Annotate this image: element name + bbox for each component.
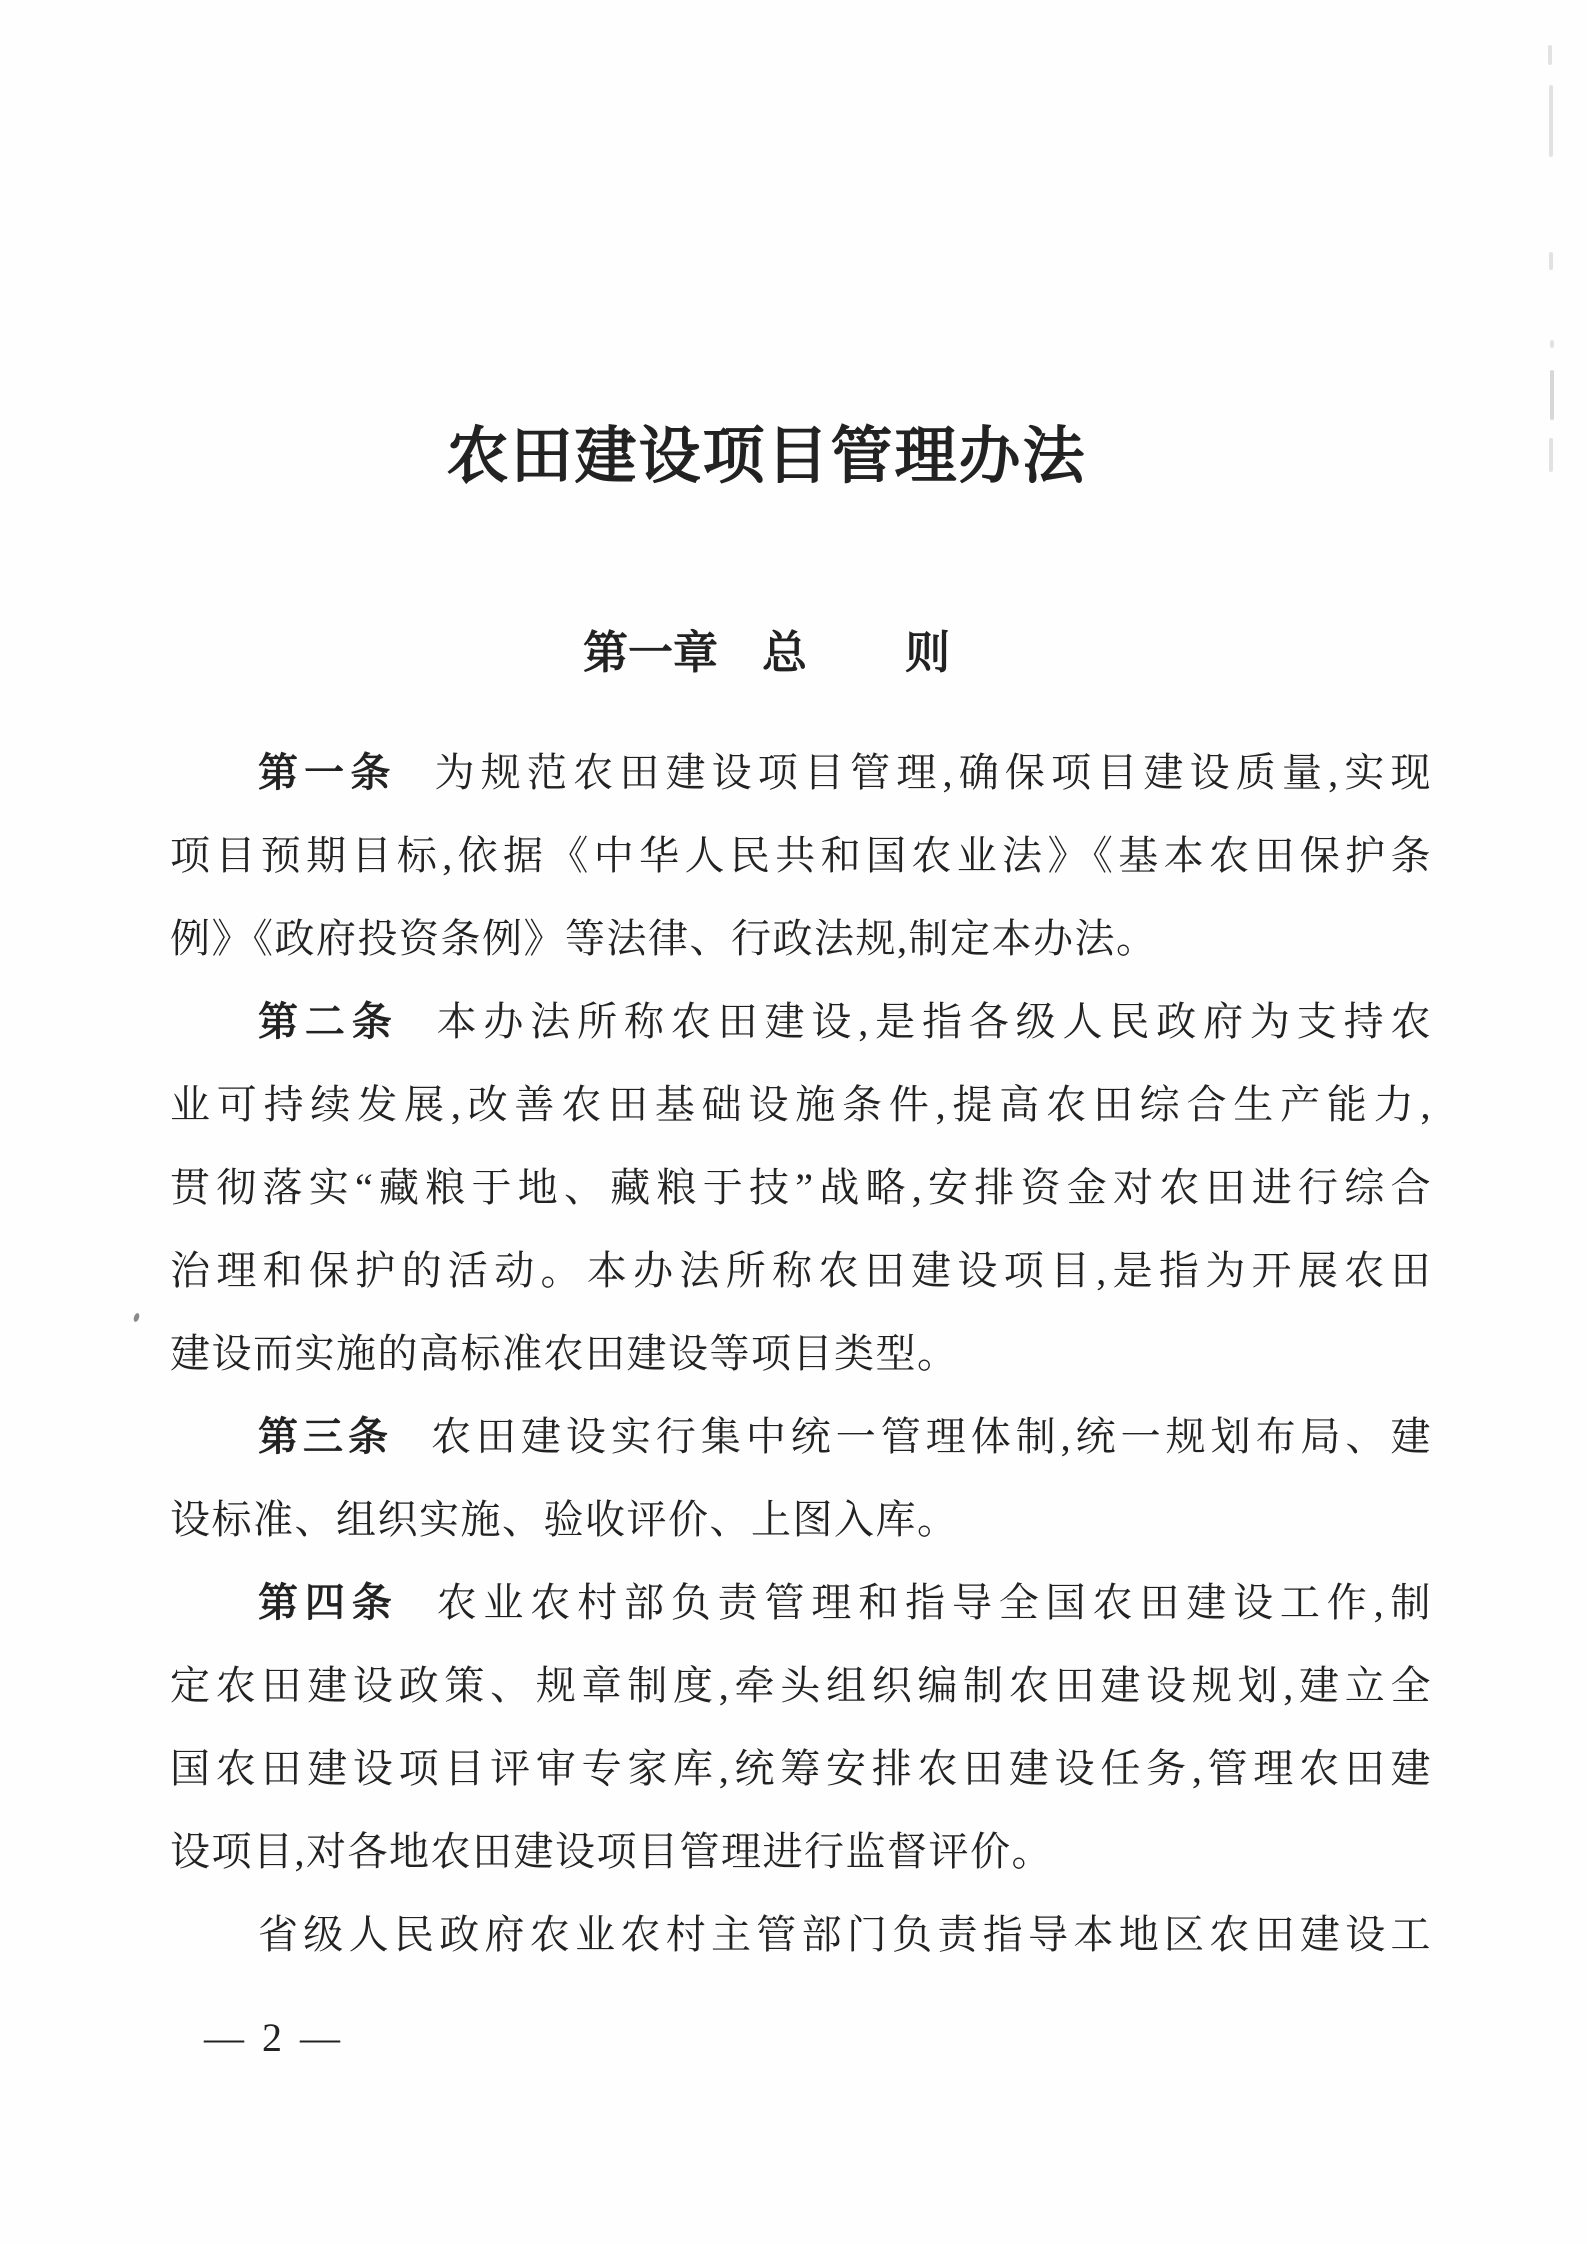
body-line [170,814,1432,897]
scan-artifact [1549,252,1553,270]
article-label: 第四条 [258,1580,399,1625]
article-label: 第二条 [258,999,399,1044]
chapter-word-right: 则 [905,628,951,678]
article-text: 设项目,对各地农田建设项目管理进行监督评价。 [170,1829,1053,1874]
body-line [170,1893,1432,1976]
scan-speckle [133,1312,141,1322]
article-text: 农田建设实行集中统一管理体制,统一规划布局、建 [430,1414,1433,1459]
article-label: 第三条 [258,1414,393,1459]
scan-artifact [1549,438,1553,472]
article-text: 农业农村部负责管理和指导全国农田建设工作,制 [436,1580,1432,1625]
body-line [170,1644,1432,1727]
chapter-word-left: 总 [761,628,807,678]
article-label: 第一条 [258,750,397,795]
body-line [170,1478,1432,1561]
scan-artifact [1549,85,1553,157]
chapter-heading [0,630,1560,676]
scan-artifact [1548,45,1552,65]
article-text: 例》《政府投资条例》等法律、行政法规,制定本办法。 [170,916,1158,961]
article-text: 为规范农田建设项目管理,确保项目建设质量,实现 [434,750,1433,795]
article-text: 项目预期目标,依据《中华人民共和国农业法》《基本农田保护条 [170,833,1432,878]
page-number: — 2 — [204,2015,344,2060]
article-text: 国农田建设项目评审专家库,统筹安排农田建设任务,管理农田建 [170,1746,1432,1791]
article-text: 业可持续发展,改善农田基础设施条件,提高农田综合生产能力, [170,1082,1432,1127]
body-line [170,1727,1432,1810]
document-body [170,731,1432,1976]
body-line [170,897,1432,980]
article-text: 贯彻落实“藏粮于地、藏粮于技”战略,安排资金对农田进行综合 [170,1165,1432,1210]
document-title: 农田建设项目管理办法 [446,423,1087,491]
article-text: 省级人民政府农业农村主管部门负责指导本地区农田建设工 [258,1912,1432,1957]
body-line [170,980,1432,1063]
body-line [170,1312,1432,1395]
body-line [170,1229,1432,1312]
article-text: 建设而实施的高标准农田建设等项目类型。 [170,1331,959,1376]
body-line [170,1395,1432,1478]
article-text: 定农田建设政策、规章制度,牵头组织编制农田建设规划,建立全 [170,1663,1432,1708]
chapter-number: 第一章 [582,628,718,678]
article-text: 设标准、组织实施、验收评价、上图入库。 [170,1497,959,1542]
article-text: 本办法所称农田建设,是指各级人民政府为支持农 [436,999,1432,1044]
scan-artifact [1550,340,1554,348]
body-line [170,1063,1432,1146]
body-line [170,1561,1432,1644]
body-line [170,1146,1432,1229]
body-line [170,731,1432,814]
article-text: 治理和保护的活动。本办法所称农田建设项目,是指为开展农田 [170,1248,1432,1293]
body-line [170,1810,1432,1893]
scan-artifact [1550,370,1554,420]
